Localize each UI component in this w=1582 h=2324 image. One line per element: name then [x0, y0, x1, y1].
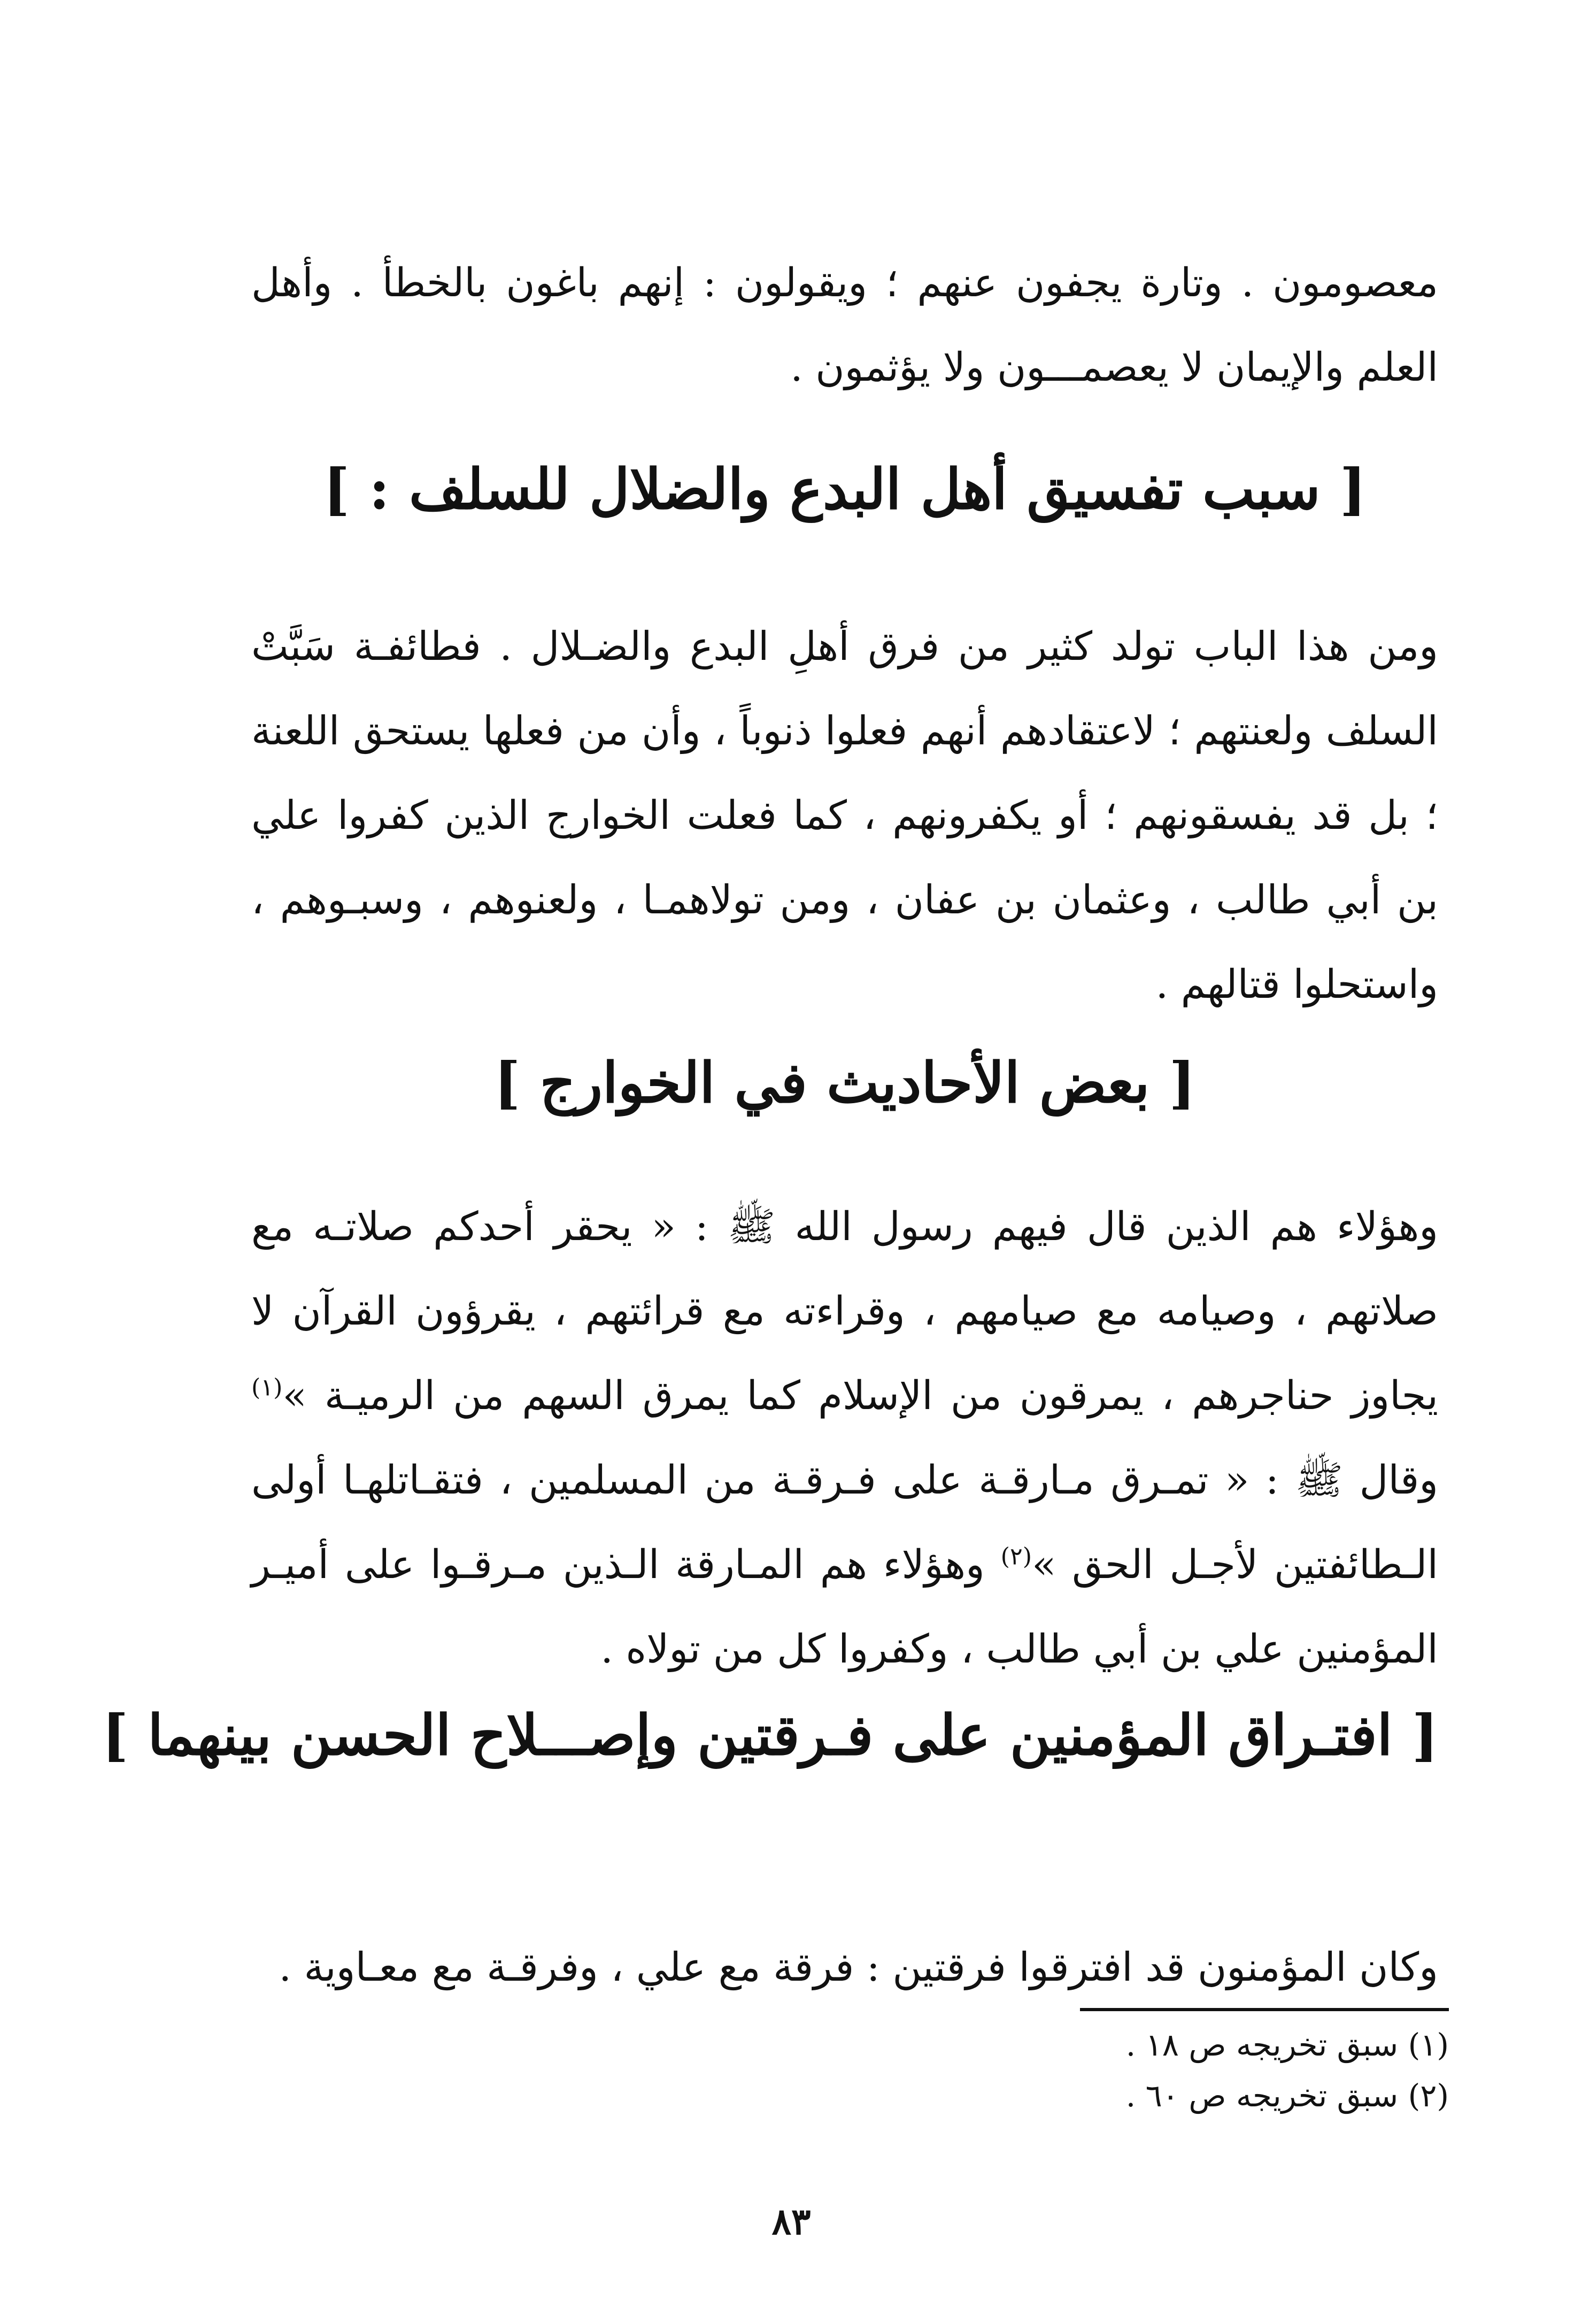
footnote-1: (١) سبق تخريجه ص ١٨ . — [1125, 2027, 1449, 2063]
paragraph-khawarij-part3: وهؤلاء هم المـارقة الـذين مـرقـوا على أميـر المؤمنين علي بن أبي طالب ، وكفروا كل من تولاه . — [251, 1542, 1438, 1672]
paragraph-innovators: ومن هذا الباب تولد كثير من فرق أهلِ البدع والضـلال . فطائفـة سَبَّتْ السلف ولعنتهم ؛ لاعتقادهم أنهم فعلوا ذنوباً ، وأن من فعلها يستحق اللعنة ؛ بل قد يفسقونهم ؛ أو يكفرونهم ، كما فعلت الخوارج الذين كفروا علي بن أبي طالب ، وعثمان بن عفان ، ومن تولاهمـا ، ولعنوهم ، وسبـوهم ، واستحلوا قتالهم . — [251, 624, 1438, 1007]
footnote-2: (٢) سبق تخريجه ص ٦٠ . — [1125, 2077, 1449, 2114]
section-heading-split: [ افتـراق المؤمنين على فـرقتين وإصـــلاح الحسن بينهما ] — [102, 1702, 1438, 1768]
paragraph-khawarij-part2: وقال ﷺ : « تمـرق مـارقـة على فـرقـة من المسلمين ، فتقـاتلهـا أولى الـطائفتين لأجـل الحق » — [251, 1457, 1439, 1588]
footnote-ref-2: (٢) — [1000, 1543, 1032, 1571]
paragraph-khawarij-part1: وهؤلاء هم الذين قال فيهم رسول الله ﷺ : « يحقر أحدكم صلاتـه مع صلاتهم ، وصيامه مع صيامهم ، وقراءته مع قرائتهم ، يقرؤون القرآن لا يجاوز حناجرهم ، يمرقون من الإسلام كما يمرق السهم من الرميـة » — [251, 1204, 1438, 1419]
footnote-divider — [1080, 2008, 1449, 2011]
footnote-ref-1: (١) — [251, 1374, 283, 1402]
section-heading-hadiths: [ بعض الأحاديث في الخوارج ] — [494, 1050, 1195, 1115]
page-number: ٨٣ — [771, 2200, 811, 2243]
section-heading-reason: [ سبب تفسيق أهل البدع والضلال للسلف : ] — [323, 456, 1367, 522]
opening-paragraph: معصومون . وتارة يجفون عنهم ؛ ويقولون : إنهم باغون بالخطأ . وأهل العلم والإيمان لا يعصمـــون ولا يؤثمون . — [251, 260, 1438, 390]
paragraph-two-groups: وكان المؤمنون قد افترقوا فرقتين : فرقة مع علي ، وفرقـة مع معـاوية . — [279, 1944, 1438, 1990]
paragraph-khawarij — [251, 1184, 1438, 1691]
